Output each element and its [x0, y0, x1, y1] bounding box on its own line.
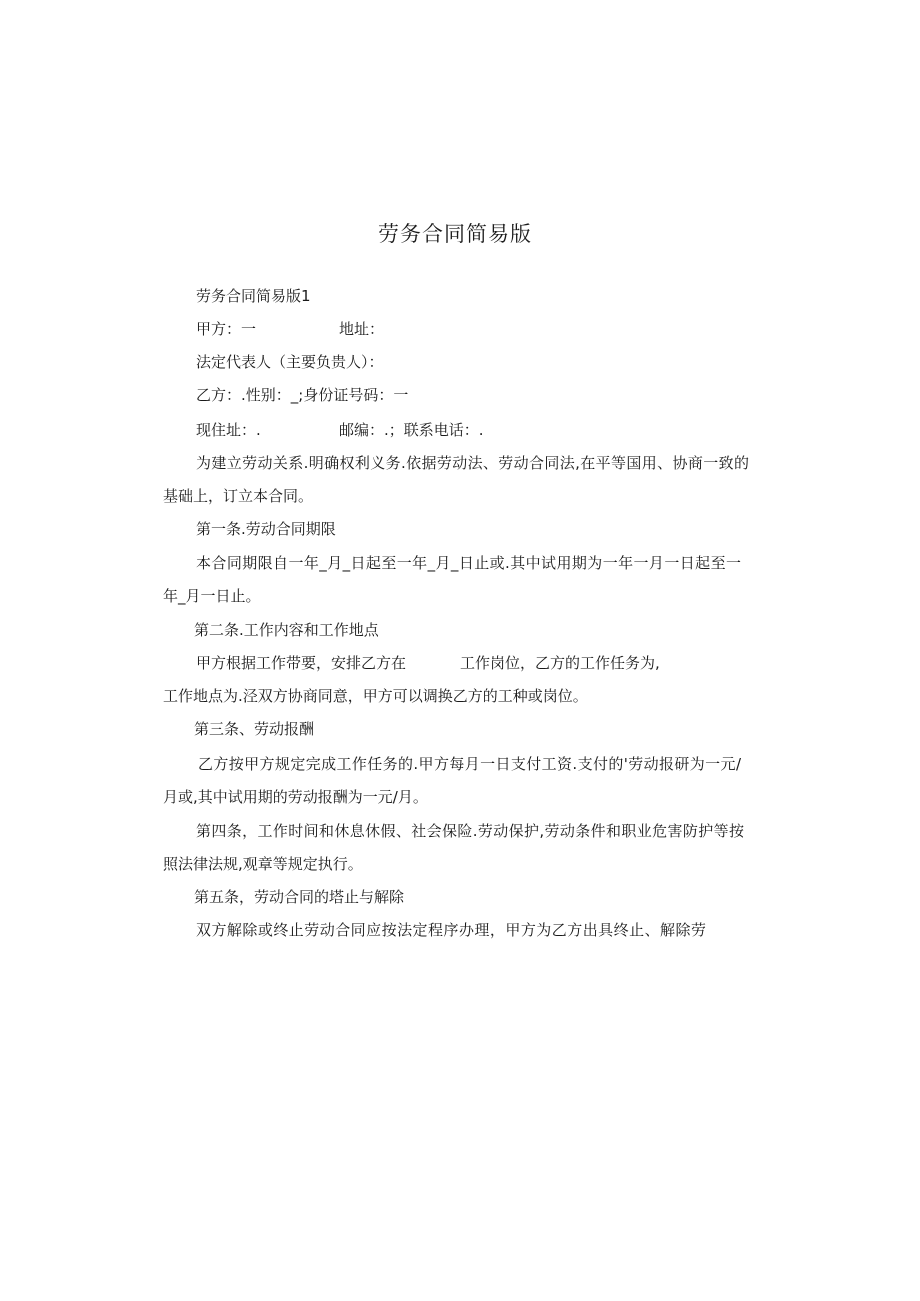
article-1-heading: 第一条.劳动合同期限	[196, 520, 336, 538]
article-4-line-1: 第四条，工作时间和休息休假、社会保险.劳动保护,劳动条件和职业危害防护等按	[196, 822, 744, 840]
postcode-phone: 邮编：.；联系电话：.	[339, 421, 484, 439]
party-b-line: 乙方：.性别：_;身份证号码：一	[196, 386, 409, 404]
article-3-line-2: 月或,其中试用期的劳动报酬为一元/月。	[163, 788, 428, 806]
document-title: 劳务合同简易版	[378, 222, 532, 246]
intro-line-2: 基础上，订立本合同。	[163, 487, 314, 505]
article-2-line-1b: 工作岗位，乙方的工作任务为,	[460, 654, 660, 672]
party-a-label: 甲方：一	[196, 320, 257, 338]
party-a-address: 地址：	[339, 320, 385, 338]
article-5-heading: 第五条，劳动合同的塔止与解除	[194, 888, 405, 906]
article-3-line-1: 乙方按甲方规定完成工作任务的.甲方每月一日支付工资.支付的'劳动报研为一元/	[198, 755, 741, 773]
document-subtitle: 劳务合同简易版1	[196, 287, 311, 305]
article-2-line-1a: 甲方根据工作带要，安排乙方在	[196, 654, 407, 672]
article-1-line-2: 年_月一日止。	[163, 587, 261, 605]
intro-line-1: 为建立劳动关系.明确权利义务.依据劳动法、劳动合同法,在平等国用、协商一致的	[196, 454, 749, 472]
article-5-line-1: 双方解除或终止劳动合同应按法定程序办理，甲方为乙方出具终止、解除劳	[196, 921, 706, 939]
legal-representative: 法定代表人（主要负贵人）：	[196, 353, 384, 371]
article-4-line-2: 照法律法规,观章等规定执行。	[163, 855, 363, 873]
article-3-heading: 第三条、劳动报酬	[194, 720, 315, 738]
article-2-line-2: 工作地点为.泾双方协商同意，甲方可以调换乙方的工种或岗位。	[163, 687, 588, 705]
current-address: 现住址：.	[196, 421, 261, 439]
article-2-heading: 第二条.工作内容和工作地点	[194, 621, 379, 639]
article-1-line-1: 本合同期限自一年_月_日起至一年_月_日止或.其中试用期为一年一月一日起至一	[196, 554, 741, 572]
